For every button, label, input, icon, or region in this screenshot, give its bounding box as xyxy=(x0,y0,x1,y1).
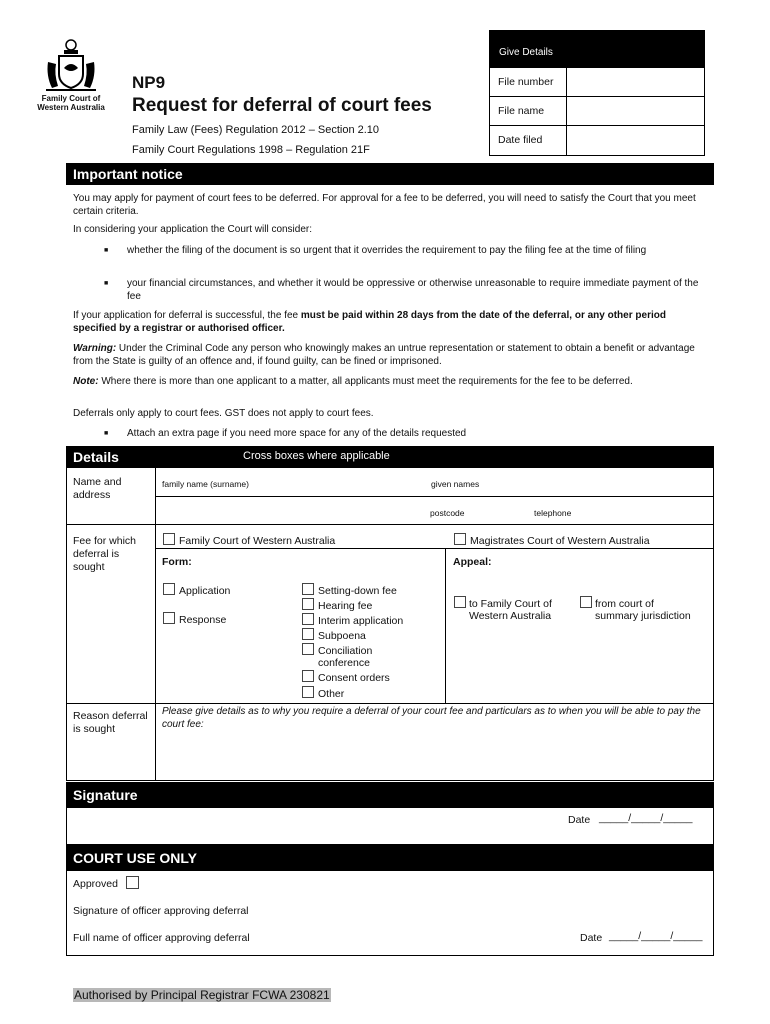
court-crest xyxy=(30,38,112,116)
notice-bullet-2-text: your financial circumstances, and whether it would be oppressive or otherwise unreasonable to require immediate payment of the fee xyxy=(127,278,699,302)
important-notice-heading xyxy=(66,163,714,185)
warning-text: Under the Criminal Code any person who knowingly makes an untrue representation or statement to obtain a benefit or advantage from the State is guilty of an offence and, if found guilty, can be fined or imprisoned. xyxy=(73,343,695,367)
crest-line-2: Western Australia xyxy=(37,103,105,112)
hearing-label: Hearing fee xyxy=(318,600,373,612)
file-name-label: File name xyxy=(490,97,567,125)
fee-label: Fee for which deferral is sought xyxy=(73,535,137,573)
notice-bullet-3 xyxy=(104,428,704,441)
fee-row-bottom xyxy=(67,703,713,704)
notice-paragraph-3 xyxy=(73,310,701,335)
notice-bullet-1 xyxy=(104,245,704,258)
notice-paragraph-2: In considering your application the Court will consider: xyxy=(73,224,313,235)
appeal-summary-label xyxy=(595,598,691,622)
response-label: Response xyxy=(179,614,227,626)
details-subheading: Cross boxes where applicable xyxy=(243,450,390,462)
name-row-line-2 xyxy=(67,524,713,525)
bullet-icon: ■ xyxy=(104,280,109,287)
file-number-field[interactable] xyxy=(567,68,704,96)
signature-date-label: Date xyxy=(568,814,591,826)
conciliation-label xyxy=(318,645,372,669)
other-label: Other xyxy=(318,688,345,700)
application-label: Application xyxy=(179,585,231,597)
regulation-1: Family Law (Fees) Regulation 2012 – Section 2.10 xyxy=(132,124,380,136)
bullet-icon: ■ xyxy=(104,247,109,254)
family-name-caption: family name (surname) xyxy=(162,479,249,489)
conciliation-label-line-1: Conciliation xyxy=(318,645,373,657)
important-notice-title: Important notice xyxy=(73,166,183,182)
give-details-box xyxy=(489,30,705,156)
give-details-heading: Give Details xyxy=(490,31,704,67)
setting-down-label: Setting-down fee xyxy=(318,585,397,597)
note-label: Note: xyxy=(73,376,99,387)
notice-paragraph-1: You may apply for payment of court fees to be deferred. For approval for a fee to be deferred, you will need to satisfy the Court that you meet certain criteria. xyxy=(73,193,696,217)
subpoena-checkbox[interactable] xyxy=(302,628,314,640)
court-use-box xyxy=(66,871,714,956)
warning-label: Warning: xyxy=(73,343,117,354)
reason-field[interactable] xyxy=(157,730,711,778)
file-name-row xyxy=(490,96,704,125)
file-name-field[interactable] xyxy=(567,97,704,125)
form-appeal-divider xyxy=(445,548,446,703)
coat-of-arms-icon xyxy=(44,38,98,94)
conciliation-label-line-2: conference xyxy=(318,657,370,669)
appeal-fcwa-line-2: Western Australia xyxy=(469,610,552,622)
appeal-summary-line-2: summary jurisdiction xyxy=(595,610,691,622)
appeal-summary-checkbox[interactable] xyxy=(580,596,592,608)
crest-line-1: Family Court of xyxy=(41,94,101,103)
regulation-2: Family Court Regulations 1998 – Regulation 21F xyxy=(132,144,370,156)
appeal-label: Appeal: xyxy=(453,556,492,568)
officer-name-label: Full name of officer approving deferral xyxy=(73,932,250,944)
signature-title: Signature xyxy=(73,787,138,803)
file-number-label: File number xyxy=(490,68,567,96)
form-title: Request for deferral of court fees xyxy=(132,95,432,116)
other-checkbox[interactable] xyxy=(302,686,314,698)
crest-caption xyxy=(30,94,112,112)
response-checkbox[interactable] xyxy=(163,612,175,624)
footer-authorisation: Authorised by Principal Registrar FCWA 230821 xyxy=(74,988,330,1002)
details-heading xyxy=(66,446,714,468)
signature-heading xyxy=(66,782,714,808)
mcwa-checkbox[interactable] xyxy=(454,533,466,545)
fcwa-label: Family Court of Western Australia xyxy=(179,535,336,547)
notice-bullet-2 xyxy=(104,278,704,303)
given-names-caption: given names xyxy=(431,479,480,489)
form-label: Form: xyxy=(162,556,192,568)
date-filed-label: Date filed xyxy=(490,126,567,155)
interim-label: Interim application xyxy=(318,615,404,627)
notice-paragraph-3-start: If your application for deferral is successful, the fee xyxy=(73,310,301,321)
reason-prompt: Please give details as to why you require a deferral of your court fee and particulars as to when you will be able to pay the court fee: xyxy=(162,706,701,730)
notice-bullet-3-text: Attach an extra page if you need more space for any of the details requested xyxy=(127,428,467,439)
mcwa-label: Magistrates Court of Western Australia xyxy=(470,535,650,547)
name-row-line-1 xyxy=(155,496,713,497)
date-filed-field[interactable] xyxy=(567,126,704,155)
details-grid xyxy=(66,468,714,781)
details-title: Details xyxy=(73,449,119,465)
interim-checkbox[interactable] xyxy=(302,613,314,625)
file-number-row xyxy=(490,67,704,96)
name-address-label: Name and address xyxy=(73,476,122,501)
appeal-summary-line-1: from court of xyxy=(595,598,654,610)
subpoena-label: Subpoena xyxy=(318,630,366,642)
notice-bullet-1-text: whether the filing of the document is so urgent that it overrides the requirement to pay the filing fee at the time of filing xyxy=(127,245,647,256)
signature-date-field[interactable]: _____/_____/_____ xyxy=(599,812,693,824)
reason-label: Reason deferral is sought xyxy=(73,710,148,735)
label-column-divider xyxy=(155,468,156,780)
fee-row-line xyxy=(155,548,713,549)
postcode-caption: postcode xyxy=(430,508,465,518)
note-paragraph xyxy=(73,376,701,389)
appeal-fcwa-label xyxy=(469,598,552,622)
telephone-caption: telephone xyxy=(534,508,572,518)
date-filed-row xyxy=(490,125,704,155)
conciliation-checkbox[interactable] xyxy=(302,643,314,655)
consent-label: Consent orders xyxy=(318,672,390,684)
court-use-heading xyxy=(66,845,714,871)
court-date-field[interactable]: _____/_____/_____ xyxy=(609,930,703,942)
signature-box[interactable] xyxy=(66,808,714,845)
application-checkbox[interactable] xyxy=(163,583,175,595)
approved-label: Approved xyxy=(73,878,118,890)
setting-down-checkbox[interactable] xyxy=(302,583,314,595)
hearing-checkbox[interactable] xyxy=(302,598,314,610)
bullet-icon: ■ xyxy=(104,430,109,437)
warning-paragraph xyxy=(73,343,701,368)
appeal-fcwa-line-1: to Family Court of xyxy=(469,598,552,610)
appeal-fcwa-checkbox[interactable] xyxy=(454,596,466,608)
note-text: Where there is more than one applicant to a matter, all applicants must meet the requirements for the fee to be deferred. xyxy=(98,376,633,387)
form-code: NP9 xyxy=(132,73,166,92)
notice-paragraph-4: Deferrals only apply to court fees. GST does not apply to court fees. xyxy=(73,408,374,419)
fcwa-checkbox[interactable] xyxy=(163,533,175,545)
notice-paragraph-3-bold: must be paid within 28 days from the date of the deferral, or any other period specified by a registrar or authorised officer. xyxy=(73,310,666,334)
court-use-title: COURT USE ONLY xyxy=(73,850,197,866)
consent-checkbox[interactable] xyxy=(302,670,314,682)
officer-signature-label: Signature of officer approving deferral xyxy=(73,905,249,917)
approved-checkbox[interactable] xyxy=(126,876,139,889)
court-date-label: Date xyxy=(580,932,603,944)
